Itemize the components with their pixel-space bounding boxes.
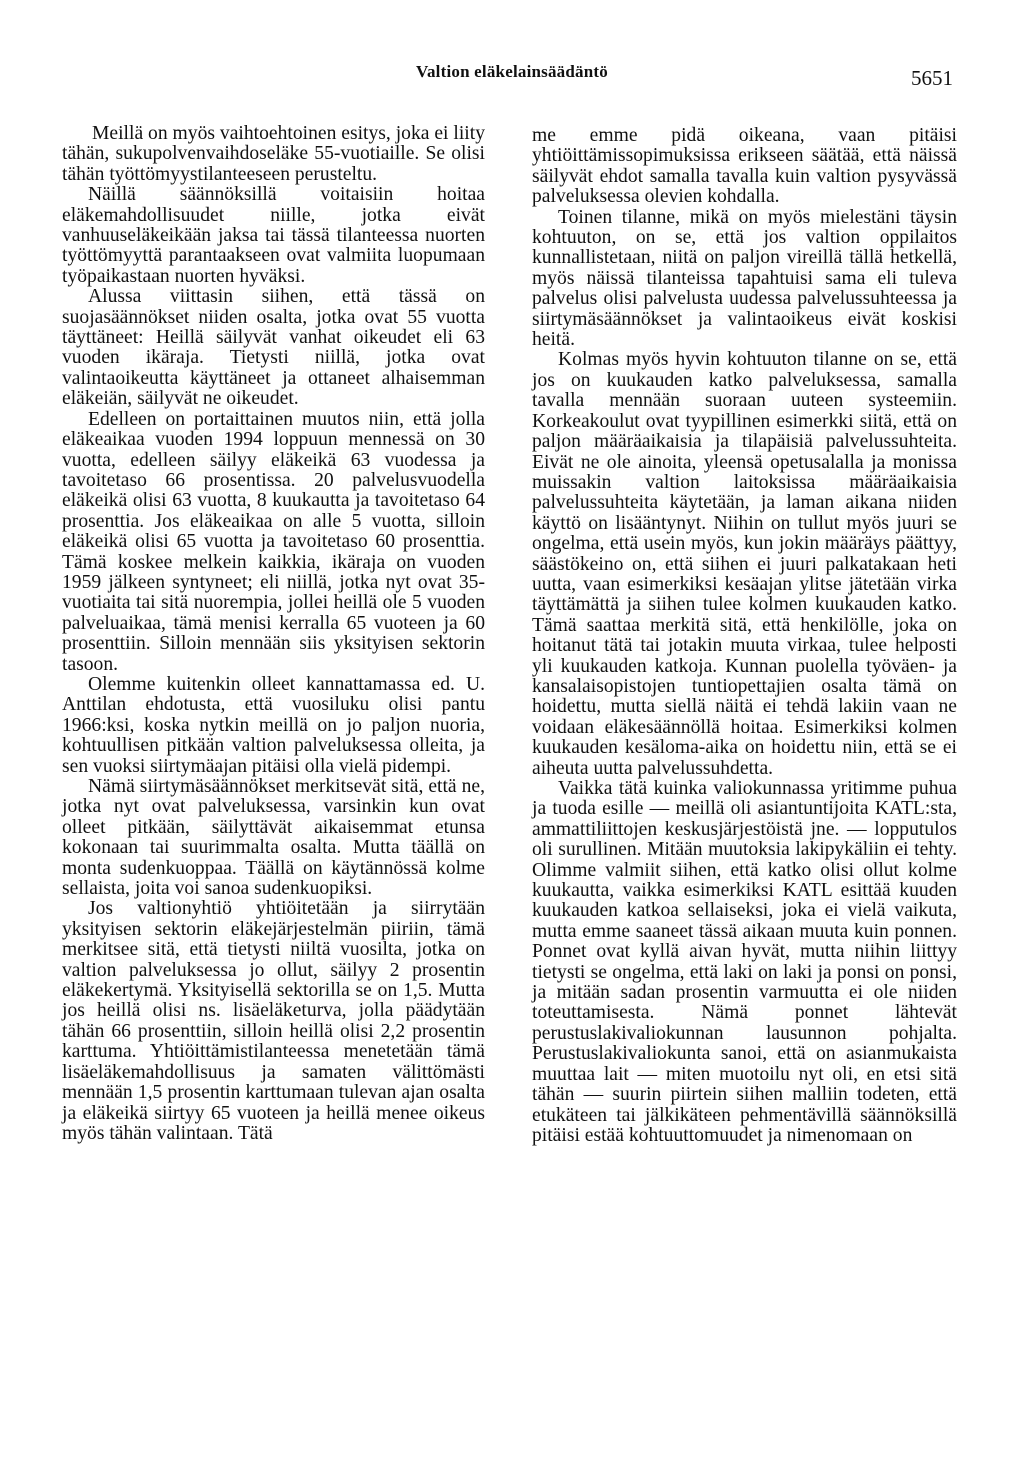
paragraph: Nämä siirtymäsäännökset merkitsevät sitä, että ne, jotka nyt ovat palveluksessa, varsinkin kun ovat olleet pitkään, säilyttävät aikaisemmat etunsa kokonaan tai suurimmalta osalta. Mutta täällä on monta sudenkuoppaa. Täällä on käytännössä kolme sellaista, joita voi sanoa sudenkuopiksi. — [62, 776, 485, 900]
paragraph: Jos valtionyhtiö yhtiöitetään ja siirrytään yksityisen sektorin eläkejärjestelmän piiriin, tämä merkitsee sitä, että tietysti niiltä vuosilta, jotka on valtion palveluksessa jo ollut, säilyy 2 prosentin eläkekertymä. Yksityisellä sektorilla se on 1,5. Mutta jos heillä olisi ns. lisäeläketurva, jolla päädytään tähän 66 prosenttiin, silloin heillä olisi 2,2 prosentin karttuma. Yhtiöittämistilanteessa menetetään tämä lisäeläkemahdollisuus ja samaten välittömästi mennään 1,5 prosentin karttumaan tulevan ajan osalta ja eläkeikä siirtyy 65 vuoteen ja heillä menee oikeus myös tähän valintaan. Tätä — [62, 898, 485, 1144]
paragraph: Edelleen on portaittainen muutos niin, että jolla eläkeaikaa vuoden 1994 loppuun mennessä on 30 vuotta, edelleen säilyy eläkeikä 63 vuodessa ja tavoitetaso 66 prosentissa. 20 palvelusvuodella eläkeikä olisi 63 vuotta, 8 kuukautta ja tavoitetaso 64 prosenttia. Jos eläkeaikaa on alle 5 vuotta, silloin eläkeikä olisi 65 vuotta ja tavoitetaso 60 prosenttia. Tämä koskee melkein kaikkia, ikäraja on vuoden 1959 jälkeen syntyneet; eli niillä, jotka nyt ovat 35-vuotiaita tai sitä nuorempia, jollei heillä ole 5 vuoden palveluaikaa, tämä menisi kerralla 65 vuoteen ja 60 prosenttiin. Silloin mennään siis yksityisen sektorin tasoon. — [62, 408, 485, 675]
left-column — [62, 124, 485, 1144]
paragraph: Meillä on myös vaihtoehtoinen esitys, joka ei liity tähän, sukupolvenvaihdoseläke 55-vuotiaille. Se olisi tähän työttömyystilanteeseen perusteltu. — [62, 123, 485, 185]
paragraph: Näillä säännöksillä voitaisiin hoitaa eläkemahdollisuudet niille, jotka eivät vanhuuseläkeikään jaksa tai tässä tilanteessa nuorten työttömyyttä parantaakseen ovat valmiita luopumaan työpaikastaan nuorten hyväksi. — [62, 184, 485, 287]
page-number: 5651 — [911, 66, 953, 90]
running-header-title: Valtion eläkelainsäädäntö — [416, 62, 608, 81]
paragraph-continued: me emme pidä oikeana, vaan pitäisi yhtiöittämissopimuksissa erikseen säätää, että näissä säilyvät ehdot samalla tavalla kuin valtion pysyvässä palveluksessa olevien kohdalla. — [532, 125, 957, 208]
paragraph: Toinen tilanne, mikä on myös mielestäni täysin kohtuuton, on se, että jos valtion oppilaitos kunnallistetaan, niitä on paljon vireillä tällä hetkellä, myös näissä tilanteissa tapahtuisi sama eli tuleva palvelus olisi palvelusta uudessa palvelussuhteessa ja siirtymäsäännökset ja valintaoikeus eivät koskisi heitä. — [532, 206, 957, 351]
right-column — [532, 126, 957, 1146]
paragraph: Kolmas myös hyvin kohtuuton tilanne on se, että jos on kuukauden katko palveluksessa, samalla tavalla mennään suoraan uuteen systeemiin. Korkeakoulut ovat tyypillinen esimerkki siitä, että on paljon määräaikaisia ja tilapäisiä palvelussuhteita. Eivät ne ole ainoita, yleensä opetusalalla ja monissa muissakin valtion laitoksissa määräaikaisia palvelussuhteita käytetään, ja laman aikana niiden käyttö on lisääntynyt. Niihin on tullut myös juuri se ongelma, että usein myös, kun jokin määräys päättyy, säästökeino on, että siihen ei juuri palkatakaan heti uutta, vaan esimerkiksi kesäajan ylitse jätetään virka täyttämättä ja siihen tulee kolmen kuukauden katko. Tämä saattaa merkitä sitä, että henkilölle, joka on hoitanut tätä tai jotakin muuta virkaa, tulee helposti yli kuukauden katkoja. Kunnan puolella työväen- ja kansalaisopistojen tuntiopettajien osalta tämä on hoidettu, mutta siellä näitä ei tehdä lakiin vaan ne voidaan eläkesäännöllä hoitaa. Esimerkiksi kolmen kuukauden kesäloma-aika on hoidettu niin, että se ei aiheuta uutta palvelussuhdetta. — [532, 349, 957, 779]
paragraph: Olemme kuitenkin olleet kannattamassa ed. U. Anttilan ehdotusta, että vuosiluku olisi pantu 1966:ksi, koska nytkin meillä on jo paljon nuoria, kohtuullisen pitkään valtion palveluksessa olleita, ja sen vuoksi siirtymäajan pitäisi olla vielä pidempi. — [62, 673, 485, 777]
paragraph: Alussa viittasin siihen, että tässä on suojasäännökset niiden osalta, jotka ovat 55 vuotta täyttäneet: Heillä säilyvät vanhat oikeudet eli 63 vuoden ikäraja. Tietysti niillä, jotka ovat valintaoikeutta käyttäneet ja ottaneet alhaisemman eläkeiän, säilyvät ne oikeudet. — [62, 286, 485, 410]
paragraph: Vaikka tätä kuinka valiokunnassa yritimme puhua ja tuoda esille — meillä oli asiantuntijoita KATL:sta, ammattiliittojen keskusjärjestöistä jne. — lopputulos oli surullinen. Mitään muutoksia lakipykäliin ei tehty. Olimme valmiit siihen, että katko olisi ollut kolme kuukautta, vaikka esimerkiksi KATL esittää kuuden kuukauden katkoa sellaiseksi, joka ei vielä vaikuta, mutta emme saaneet tässä aikaan muuta kuin ponnen. Ponnet ovat kyllä aivan hyvät, mutta niihin liittyy tietysti se ongelma, että laki on laki ja ponsi on ponsi, ja mitään sadan prosentin varmuutta ei ole niiden toteuttamisesta. Nämä ponnet lähtevät perustuslakivaliokunnan lausunnon pohjalta. Perustuslakivaliokunta sanoi, että on asianmukaista muuttaa lait — miten muotoilu nyt oli, en etsi sitä tähän — suurin piirtein siihen malliin todeten, että etukäteen tai jälkikäteen pehmentävillä säännöksillä pitäisi estää kohtuuttomuudet ja nimenomaan on — [532, 778, 957, 1146]
